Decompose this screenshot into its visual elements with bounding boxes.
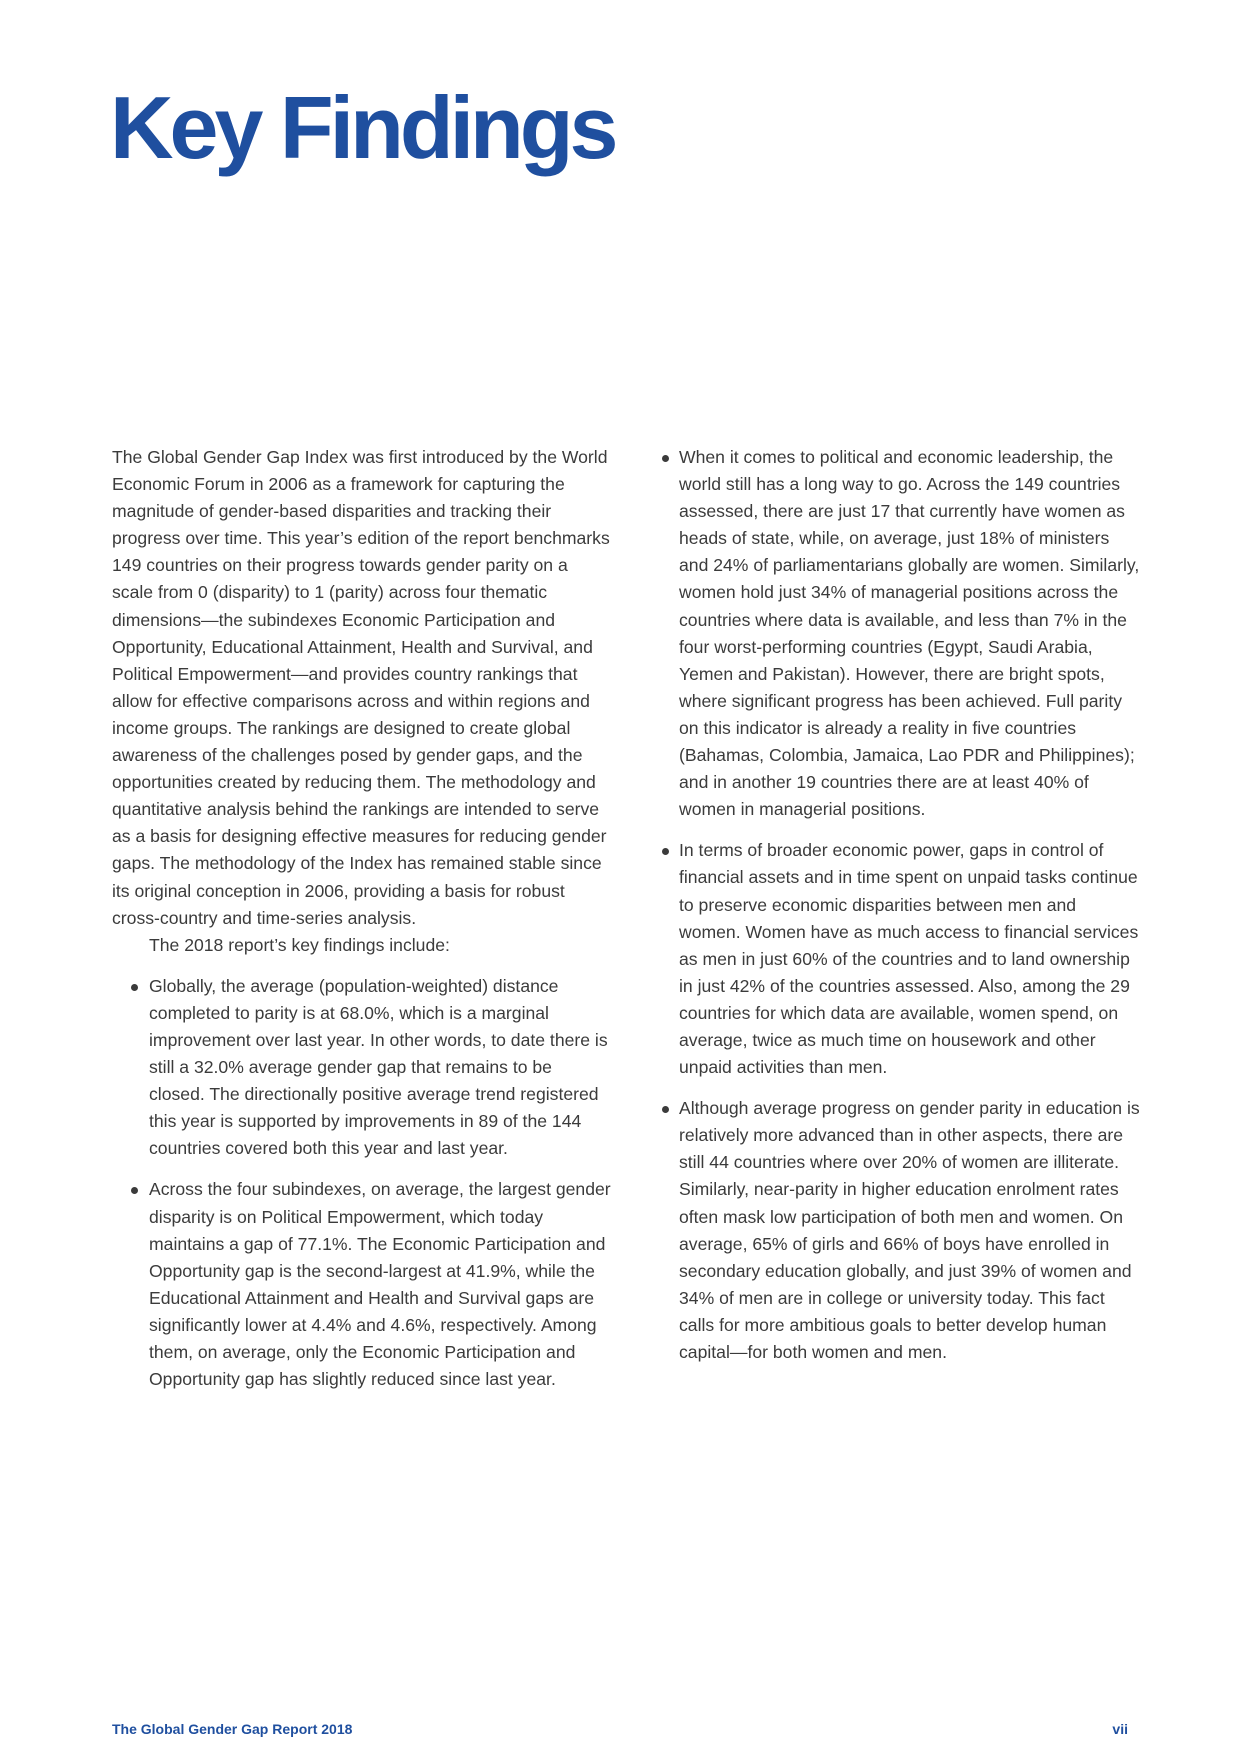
left-column [112, 444, 612, 1407]
list-item-text: Although average progress on gender parity in education is relatively more advanced than in other aspects, there are still 44 countries where over 20% of women are illiterate. Similarly, near-parity in higher education enrolment rates often mask low participation of both men and women. On average, 65% of girls and 66% of boys have enrolled in secondary education globally, and just 39% of women and 34% of men are in college or university today. This fact calls for more ambitious goals to better develop human capital—for both women and men. [679, 1098, 1140, 1362]
footer-page-number: vii [1112, 1721, 1128, 1737]
bullet-icon [662, 848, 669, 855]
list-item [662, 837, 1142, 1081]
footer-report-title: The Global Gender Gap Report 2018 [112, 1721, 353, 1737]
list-item [662, 444, 1142, 823]
bullet-icon [131, 984, 138, 991]
left-findings-list [112, 973, 612, 1393]
intro-paragraph: The Global Gender Gap Index was first introduced by the World Economic Forum in 2006 as a framework for capturing the magnitude of gender-based disparities and tracking their progress over time. This year’s edition of the report benchmarks 149 countries on their progress towards gender parity on a scale from 0 (disparity) to 1 (parity) across four thematic dimensions—the subindexes Economic Participation and Opportunity, Educational Attainment, Health and Survival, and Political Empowerment—and provides country rankings that allow for effective comparisons across and within regions and income groups. The rankings are designed to create global awareness of the challenges posed by gender gaps, and the opportunities created by reducing them. The methodology and quantitative analysis behind the rankings are intended to serve as a basis for designing effective measures for reducing gender gaps. The methodology of the Index has remained stable since its original conception in 2006, providing a basis for robust cross-country and time-series analysis. [112, 447, 610, 928]
bullet-icon [662, 1106, 669, 1113]
list-item [112, 1176, 612, 1393]
list-item-text: In terms of broader economic power, gaps in control of financial assets and in time spent on unpaid tasks continue to preserve economic disparities between men and women. Women have as much access to financial services as men in just 60% of the countries and to land ownership in just 42% of the countries assessed. Also, among the 29 countries for which data are available, women spend, on average, twice as much time on housework and other unpaid activities than men. [679, 840, 1139, 1078]
list-item [662, 1095, 1142, 1366]
list-item-text: When it comes to political and economic leadership, the world still has a long way to go. Across the 149 countries assessed, there are just 17 that currently have women as heads of state, while, on average, just 18% of ministers and 24% of parliamentarians globally are women. Similarly, women hold just 34% of managerial positions across the countries where data is available, and less than 7% in the four worst-performing countries (Egypt, Saudi Arabia, Yemen and Pakistan). However, there are bright spots, where significant progress has been achieved. Full parity on this indicator is already a reality in five countries (Bahamas, Colombia, Jamaica, Lao PDR and Philippines); and in another 19 countries there are at least 40% of women in managerial positions. [679, 447, 1140, 820]
findings-lead-in: The 2018 report’s key findings include: [149, 934, 450, 955]
list-item [112, 973, 612, 1163]
right-column [662, 444, 1142, 1380]
right-findings-list [662, 444, 1142, 1366]
list-item-text: Across the four subindexes, on average, the largest gender disparity is on Political Empowerment, which today maintains a gap of 77.1%. The Economic Participation and Opportunity gap is the second-largest at 41.9%, while the Educational Attainment and Health and Survival gaps are significantly lower at 4.4% and 4.6%, respectively. Among them, on average, only the Economic Participation and Opportunity gap has slightly reduced since last year. [149, 1179, 611, 1390]
page-title: Key Findings [110, 78, 615, 177]
bullet-icon [131, 1187, 138, 1194]
bullet-icon [662, 455, 669, 462]
list-item-text: Globally, the average (population-weighted) distance completed to parity is at 68.0%, which is a marginal improvement over last year. In other words, to date there is still a 32.0% average gender gap that remains to be closed. The directionally positive average trend registered this year is supported by improvements in 89 of the 144 countries covered both this year and last year. [149, 975, 608, 1159]
